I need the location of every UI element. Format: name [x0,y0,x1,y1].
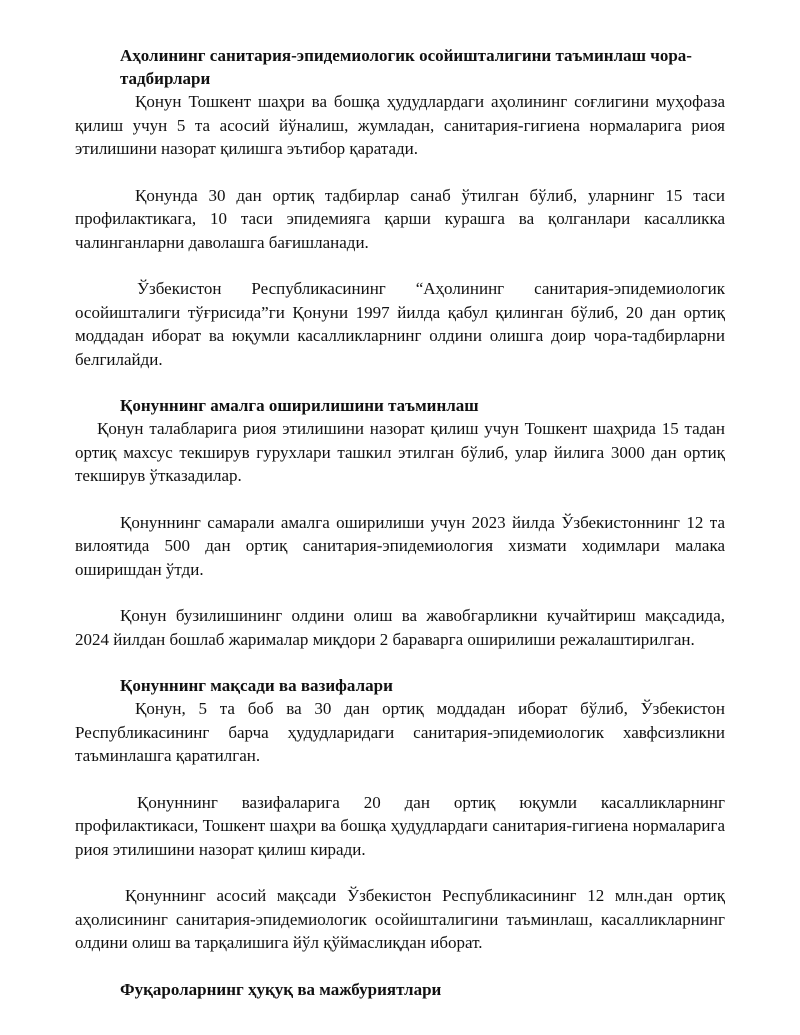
paragraph: Қонуннинг вазифаларига 20 дан ортиқ юқумли касалликларнинг профилактикаси, Тошкент шаҳри ва бошқа ҳудудлардаги санитария-гигиена нормаларига риоя этилишини назорат қилиш киради. [75,792,725,859]
paragraph: Қонун бузилишининг олдини олиш ва жавобгарликни кучайтириш мақсадида, 2024 йилдан бошлаб жарималар миқдори 2 бараварга оширилиши режалаштирилган. [75,606,725,649]
paragraph: Қонуннинг асосий мақсади Ўзбекистон Республикасининг 12 млн.дан ортиқ аҳолисининг санитария-эпидемиологик осойишталигини таъминлаш, касалликларнинг олдини олиш ва тарқалишига йўл қўймаслиқдан иборат. [75,886,725,952]
document-page [75,44,725,1001]
paragraph: Қонунда 30 дан ортиқ тадбирлар санаб ўтилган бўлиб, уларнинг 15 таси профилактикага, 10 таси эпидемияга қарши курашга ва қолганлари касалликка чалинганларни даволашга бағишланади. [75,185,725,252]
section-heading: Фуқароларнинг ҳуқуқ ва мажбуриятлари [120,979,442,999]
section-heading: Аҳолининг санитария-эпидемиологик осойишталигини таъминлаш чора-тадбирлари [120,46,692,88]
paragraph: Қонуннинг самарали амалга оширилиши учун 2023 йилда Ўзбекистоннинг 12 та вилоятида 500 дан ортиқ санитария-эпидемиология хизмати ходимлари малака оширишдан ўтди. [75,512,725,579]
section-heading: Қонуннинг амалга оширилишини таъминлаш [120,396,479,415]
section-heading: Қонуннинг мақсади ва вазифалари [120,676,393,695]
section-law-implementation [75,394,725,651]
paragraph: Қонун Тошкент шаҳри ва бошқа ҳудудлардаги аҳолининг соғлигини муҳофаза қилиш учун 5 та асосий йўналиш, жумладан, санитария-гигиена нормаларига риоя этилишини назорат қилишга эътибор қаратади. [75,92,725,158]
section-citizen-rights [75,978,725,1001]
section-sanitary-measures [75,44,725,371]
paragraph: Ўзбекистон Республикасининг “Аҳолининг санитария-эпидемиологик осойишталиги тўғрисида”ги Қонуни 1997 йилда қабул қилинган бўлиб, 20 дан ортиқ моддадан иборат ва юқумли касалликларнинг олдини олишга доир чора-тадбирларни белгилайди. [75,279,725,369]
paragraph: Қонун, 5 та боб ва 30 дан ортиқ моддадан иборат бўлиб, Ўзбекистон Республикасининг барча ҳудудларидаги санитария-эпидемиологик хавфсизликни таъминлашга қаратилган. [75,699,725,765]
paragraph: Қонун талабларига риоя этилишини назорат қилиш учун Тошкент шаҳрида 15 тадан ортиқ махсус текширув гурухлари ташкил этилган бўлиб, улар йилига 3000 дан ортиқ текширув ўтказадилар. [75,419,725,485]
section-law-goals [75,674,725,955]
